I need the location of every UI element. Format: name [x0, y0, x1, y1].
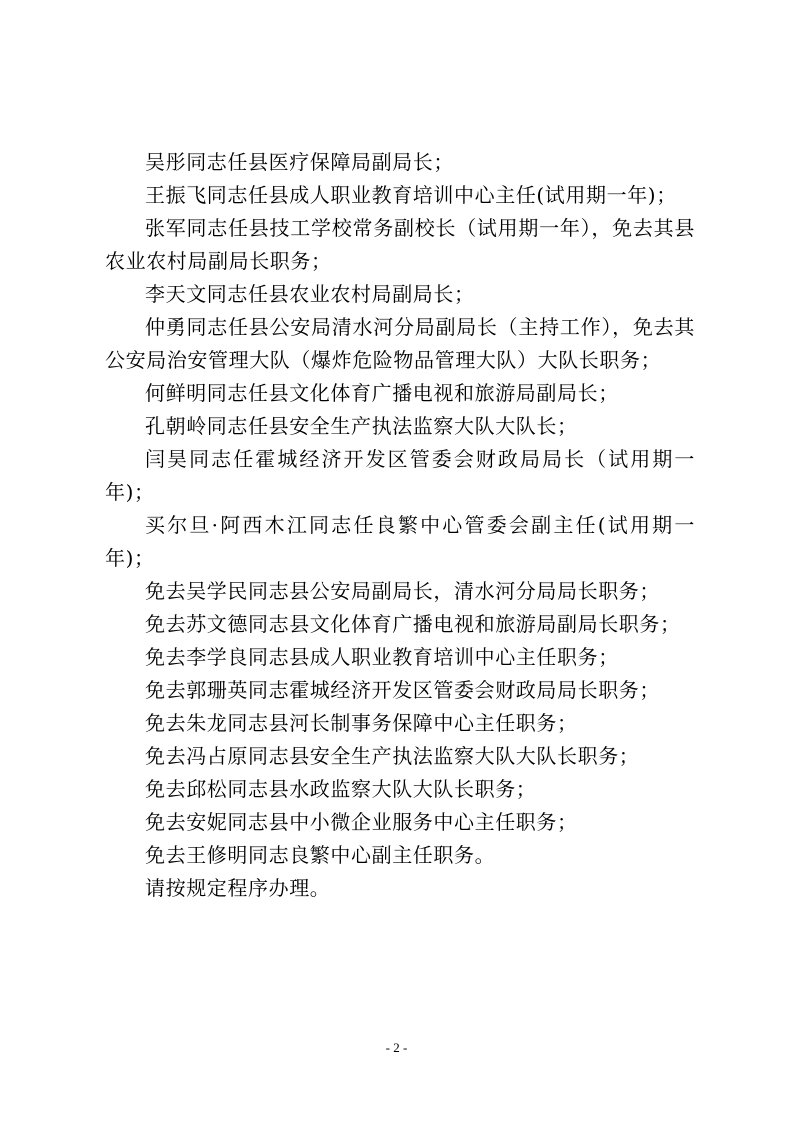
- paragraph: 免去王修明同志良繁中心副主任职务。: [145, 843, 496, 867]
- paragraph: 仲勇同志任县公安局清水河分局副局长（主持工作），免去其公安局治安管理大队（爆炸危险物品管理大队）大队长职务；: [105, 315, 695, 372]
- paragraph: 孔朝岭同志任县安全生产执法监察大队大队长；: [145, 414, 578, 438]
- page-number: - 2 -: [385, 1040, 408, 1055]
- paragraph: 免去苏文德同志县文化体育广播电视和旅游局副局长职务；: [145, 612, 681, 636]
- paragraph: 张军同志任县技工学校常务副校长（试用期一年），免去其县农业农村局副局长职务；: [105, 216, 695, 273]
- paragraph: 吴彤同志任县医疗保障局副局长；: [145, 150, 454, 174]
- paragraph: 免去吴学民同志县公安局副局长，清水河分局局长职务；: [145, 579, 660, 603]
- paragraph: 免去安妮同志县中小微企业服务中心主任职务；: [145, 810, 578, 834]
- paragraph: 王振飞同志任县成人职业教育培训中心主任(试用期一年)；: [145, 183, 677, 207]
- paragraph: 免去郭珊英同志霍城经济开发区管委会财政局局长职务；: [145, 678, 660, 702]
- paragraph: 免去邱松同志县水政监察大队大队长职务；: [145, 777, 537, 801]
- paragraph: 李天文同志任县农业农村局副局长；: [145, 282, 475, 306]
- paragraph: 免去朱龙同志县河长制事务保障中心主任职务；: [145, 711, 578, 735]
- document-body: [105, 146, 695, 905]
- paragraph: 何鲜明同志任县文化体育广播电视和旅游局副局长；: [145, 381, 619, 405]
- paragraph: 请按规定程序办理。: [145, 876, 331, 900]
- paragraph: 买尔旦·阿西木江同志任良繁中心管委会副主任(试用期一年)；: [105, 513, 695, 570]
- paragraph: 闫昊同志任霍城经济开发区管委会财政局局长（试用期一年)；: [105, 447, 695, 504]
- paragraph: 免去李学良同志县成人职业教育培训中心主任职务；: [145, 645, 619, 669]
- paragraph: 免去冯占原同志县安全生产执法监察大队大队长职务；: [145, 744, 640, 768]
